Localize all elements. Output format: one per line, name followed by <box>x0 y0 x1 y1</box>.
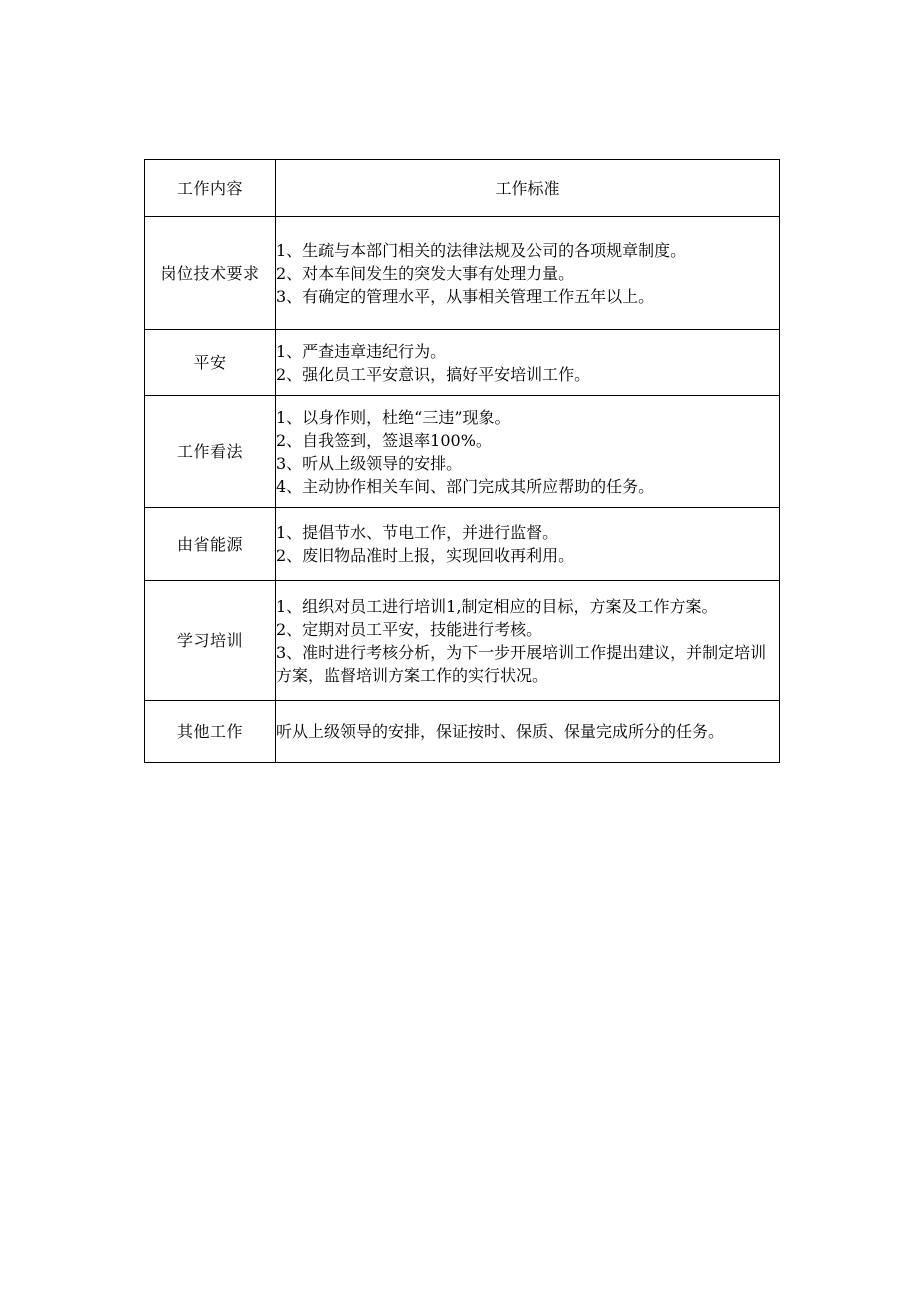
list-item: 1、严查违章违纪行为。 <box>276 341 447 361</box>
list-item: 1、生疏与本部门相关的法律法规及公司的各项规章制度。 <box>276 240 687 260</box>
table-row <box>145 330 780 396</box>
row-content <box>276 330 780 396</box>
table-header-row <box>145 160 780 217</box>
list-item: 1、提倡节水、节电工作，并进行监督。 <box>276 523 559 542</box>
row-label: 工作看法 <box>145 396 276 508</box>
table-row <box>145 508 780 581</box>
list-item: 2、自我签到，签退率100%。 <box>276 430 492 450</box>
list-item: 2、定期对员工平安，技能进行考核。 <box>276 619 543 639</box>
list-item: 2、对本车间发生的突发大事有处理力量。 <box>276 263 575 283</box>
table-row <box>145 701 780 763</box>
row-content <box>276 701 780 763</box>
row-label: 平安 <box>145 330 276 396</box>
row-content <box>276 581 780 701</box>
list-item: 1、组织对员工进行培训1,制定相应的目标，方案及工作方案。 <box>276 596 718 616</box>
list-item: 2、强化员工平安意识，搞好平安培训工作。 <box>276 364 591 384</box>
row-label: 由省能源 <box>145 508 276 581</box>
list-item: 3、有确定的管理水平，从事相关管理工作五年以上。 <box>276 286 655 306</box>
header-work-content: 工作内容 <box>145 160 276 217</box>
row-content <box>276 396 780 508</box>
row-content <box>276 217 780 330</box>
table-row <box>145 217 780 330</box>
header-work-standard: 工作标准 <box>276 160 780 217</box>
list-item: 3、准时进行考核分析，为下一步开展培训工作提出建议，并制定培训方案，监督培训方案工作的实行状况。 <box>276 642 767 685</box>
table-row <box>145 396 780 508</box>
row-label: 学习培训 <box>145 581 276 701</box>
work-standards-table <box>144 159 780 763</box>
list-item: 听从上级领导的安排，保证按时、保质、保量完成所分的任务。 <box>276 722 725 741</box>
row-label: 岗位技术要求 <box>145 217 276 330</box>
list-item: 1、以身作则，杜绝“三违”现象。 <box>276 407 511 427</box>
table-row <box>145 581 780 701</box>
row-label: 其他工作 <box>145 701 276 763</box>
list-item: 2、废旧物品准时上报，实现回收再利用。 <box>276 546 575 565</box>
list-item: 4、主动协作相关车间、部门完成其所应帮助的任务。 <box>276 476 655 496</box>
row-content <box>276 508 780 581</box>
list-item: 3、听从上级领导的安排。 <box>276 453 463 473</box>
row-content-clip <box>276 595 779 687</box>
